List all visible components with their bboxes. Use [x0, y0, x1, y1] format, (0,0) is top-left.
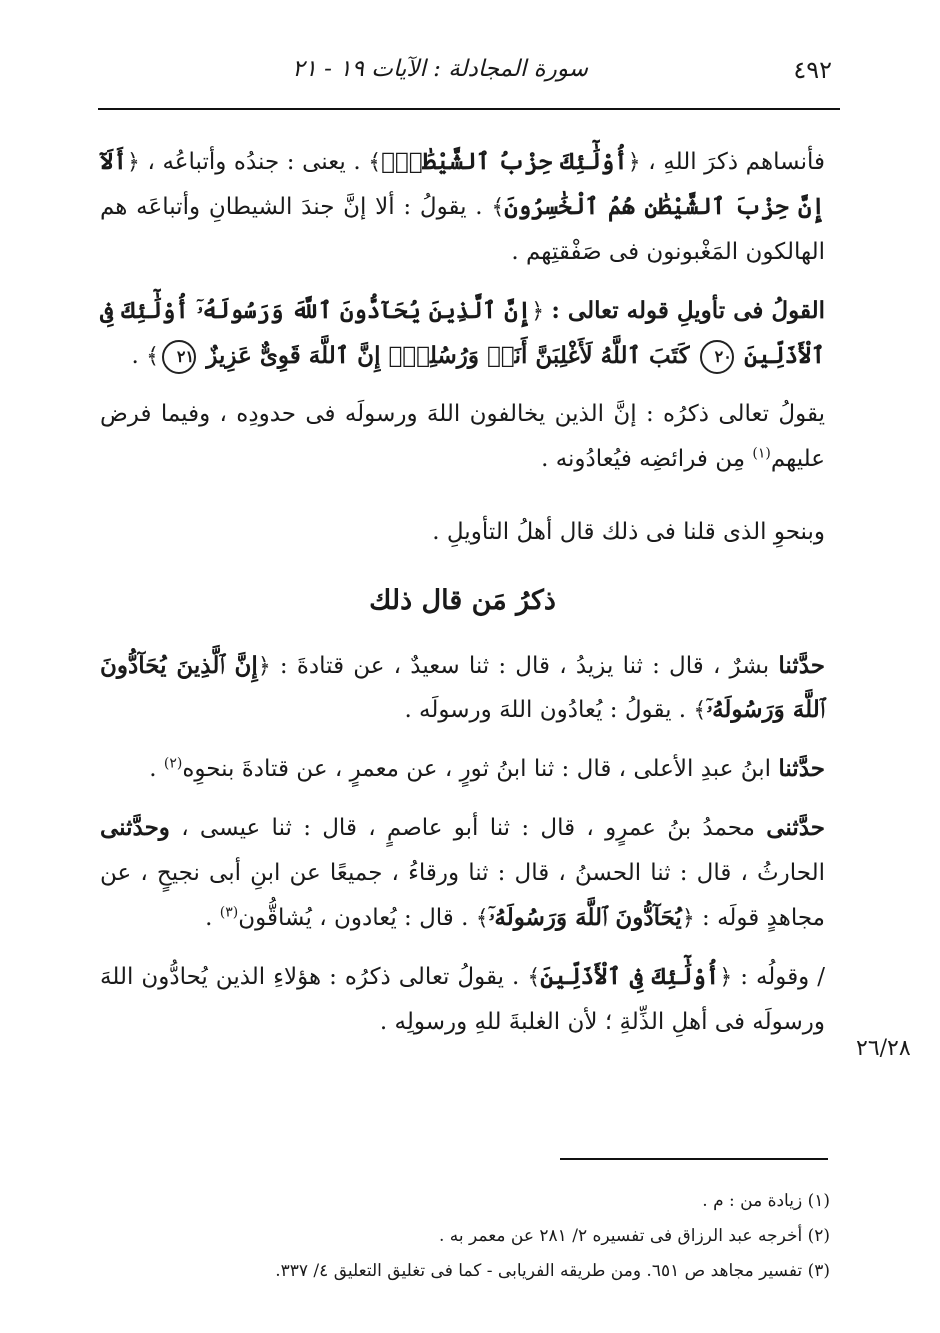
quran-quote: إِنَّ ٱلَّذِينَ يُحَآدُّونَ ٱللَّهَ وَرَسُولَهُۥٓ أُوْلَٰٓئِكَ فِى ٱلْأَذَلِّينَ: [100, 296, 825, 369]
footnote-1: (١) زيادة من : م .: [702, 1191, 830, 1211]
section-title: ذكرُ مَن قال ذلك: [369, 584, 556, 616]
paragraph-7: حدَّثنى محمدُ بنُ عمرٍو ، قال : ثنا أبو عاصمٍ ، قال : ثنا عيسى ، وحدَّثنى الحارثُ ، قال : ثنا الحسنُ ، قال : ثنا ورقاءُ ، جميعًا عن ابنِ أبى نجيحٍ ، عن مجاهدٍ قولَه : ﴿يُحَآدُّونَ ٱللَّهَ وَرَسُولَهُۥٓ﴾ . قال : يُعادون ، يُشاقُّون$^{(٣)}$ .: [100, 814, 826, 931]
ayah-number-marker: ٢٠: [700, 340, 734, 374]
narration-lead: وحدَّثنى: [100, 814, 170, 842]
quran-quote: أُوْلَٰٓئِكَ حِزْبُ ٱلشَّيْطَٰنِۚ: [381, 148, 628, 175]
header-rule: [98, 108, 840, 110]
footnote-3: (٣) تفسير مجاهد ص ٦٥١. ومن طريقه الفريابى - كما فى تغليق التعليق ٤/ ٣٣٧.: [275, 1260, 830, 1281]
ayah-number-marker: ٢١: [162, 340, 196, 374]
footnotes: [140, 1184, 830, 1289]
quran-quote: أَلَآ إِنَّ حِزْبَ ٱلشَّيْطَٰنِ هُمُ ٱلْخَٰسِرُونَ: [100, 148, 826, 220]
margin-volume-page-ref: ٢٦/٢٨: [856, 1036, 911, 1061]
quran-quote: أُوْلَٰٓئِكَ فِى ٱلْأَذَلِّينَ: [540, 962, 720, 990]
quran-quote: يُحَآدُّونَ ٱللَّهَ وَرَسُولَهُۥٓ: [488, 903, 682, 931]
quran-quote: كَتَبَ ٱللَّهُ لَأَغْلِبَنَّ أَنَا۠ وَرُسُلِىٓۚ إِنَّ ٱللَّهَ قَوِىٌّ عَزِيزٌ: [206, 341, 690, 369]
footnote-2: (٢) أخرجه عبد الرزاق فى تفسيره ٢/ ٢٨١ عن معمر به .: [438, 1225, 830, 1246]
footnote-rule: [560, 1158, 828, 1160]
footnote-ref: (٢): [163, 755, 183, 772]
footnote-ref: (١): [752, 445, 771, 462]
paragraph-2-verse-heading: القولُ فى تأويلِ قوله تعالى : ﴿إِنَّ ٱلَّذِينَ يُحَآدُّونَ ٱللَّهَ وَرَسُولَهُۥٓ أُوْلَٰٓئِكَ فِى ٱلْأَذَلِّينَ ٢٠ كَتَبَ ٱللَّهُ لَأَغْلِبَنَّ أَنَا۠ وَرُسُلِىٓۚ إِنَّ ٱللَّهَ قَوِىٌّ عَزِيزٌ ٢١﴾ .: [100, 289, 825, 379]
paragraph-3: يقولُ تعالى ذكرُه : إنَّ الذين يخالفون اللهَ ورسولَه فى حدودِه ، وفيما فرض عليهم$^{(١)}$ مِن فرائضِه فيُعادُونه .: [100, 401, 825, 473]
page-header: [98, 48, 838, 98]
narration-lead: حدَّثنا: [778, 651, 825, 679]
main-text: [100, 140, 825, 1044]
paragraph-5: حدَّثنا بشرٌ ، قال : ثنا يزيدُ ، قال : ثنا سعيدٌ ، عن قتادةَ : ﴿إِنَّ ٱلَّذِينَ يُحَآدُّونَ ٱللَّهَ وَرَسُولَهُۥٓ﴾ . يقولُ : يُعادُون اللهَ ورسولَه .: [100, 651, 825, 724]
running-title: سورة المجادلة : الآيات ١٩ - ٢١: [292, 56, 588, 82]
paragraph-4: وبنحوِ الذى قلنا فى ذلك قال أهلُ التأويلِ .: [432, 519, 825, 546]
interpretation-heading: القولُ فى تأويلِ قوله تعالى :: [551, 296, 825, 324]
paragraph-6: حدَّثنا ابنُ عبدِ الأعلى ، قال : ثنا ابنُ ثورٍ ، عن معمرٍ ، عن قتادةَ بنحوِه$^{(٢)}$ .: [149, 755, 825, 783]
narration-lead: حدَّثنا: [778, 755, 825, 783]
page-number: ٤٩٢: [793, 56, 832, 84]
narration-lead: حدَّثنى: [766, 814, 826, 842]
footnote-ref: (٣): [219, 904, 239, 921]
paragraph-1: فأنساهم ذكرَ اللهِ ، ﴿أُوْلَٰٓئِكَ حِزْبُ ٱلشَّيْطَٰنِۚ﴾ . يعنى : جندُه وأتباعُه ، ﴿أَلَآ إِنَّ حِزْبَ ٱلشَّيْطَٰنِ هُمُ ٱلْخَٰسِرُونَ﴾ . يقولُ : ألا إنَّ جندَ الشيطانِ وأتباعَه هم الهالكون المَغْبونون فى صَفْقتِهم .: [100, 148, 826, 265]
quran-quote: إِنَّ ٱلَّذِينَ يُحَآدُّونَ ٱللَّهَ وَرَسُولَهُۥٓ: [100, 651, 825, 724]
paragraph-8: / وقولُه : ﴿أُوْلَٰٓئِكَ فِى ٱلْأَذَلِّينَ﴾ . يقولُ تعالى ذكرُه : هؤلاءِ الذين يُحادُّون اللهَ ورسولَه فى أهلِ الذِّلةِ ؛ لأن الغلبةَ للهِ ورسولِه .: [100, 962, 826, 1035]
